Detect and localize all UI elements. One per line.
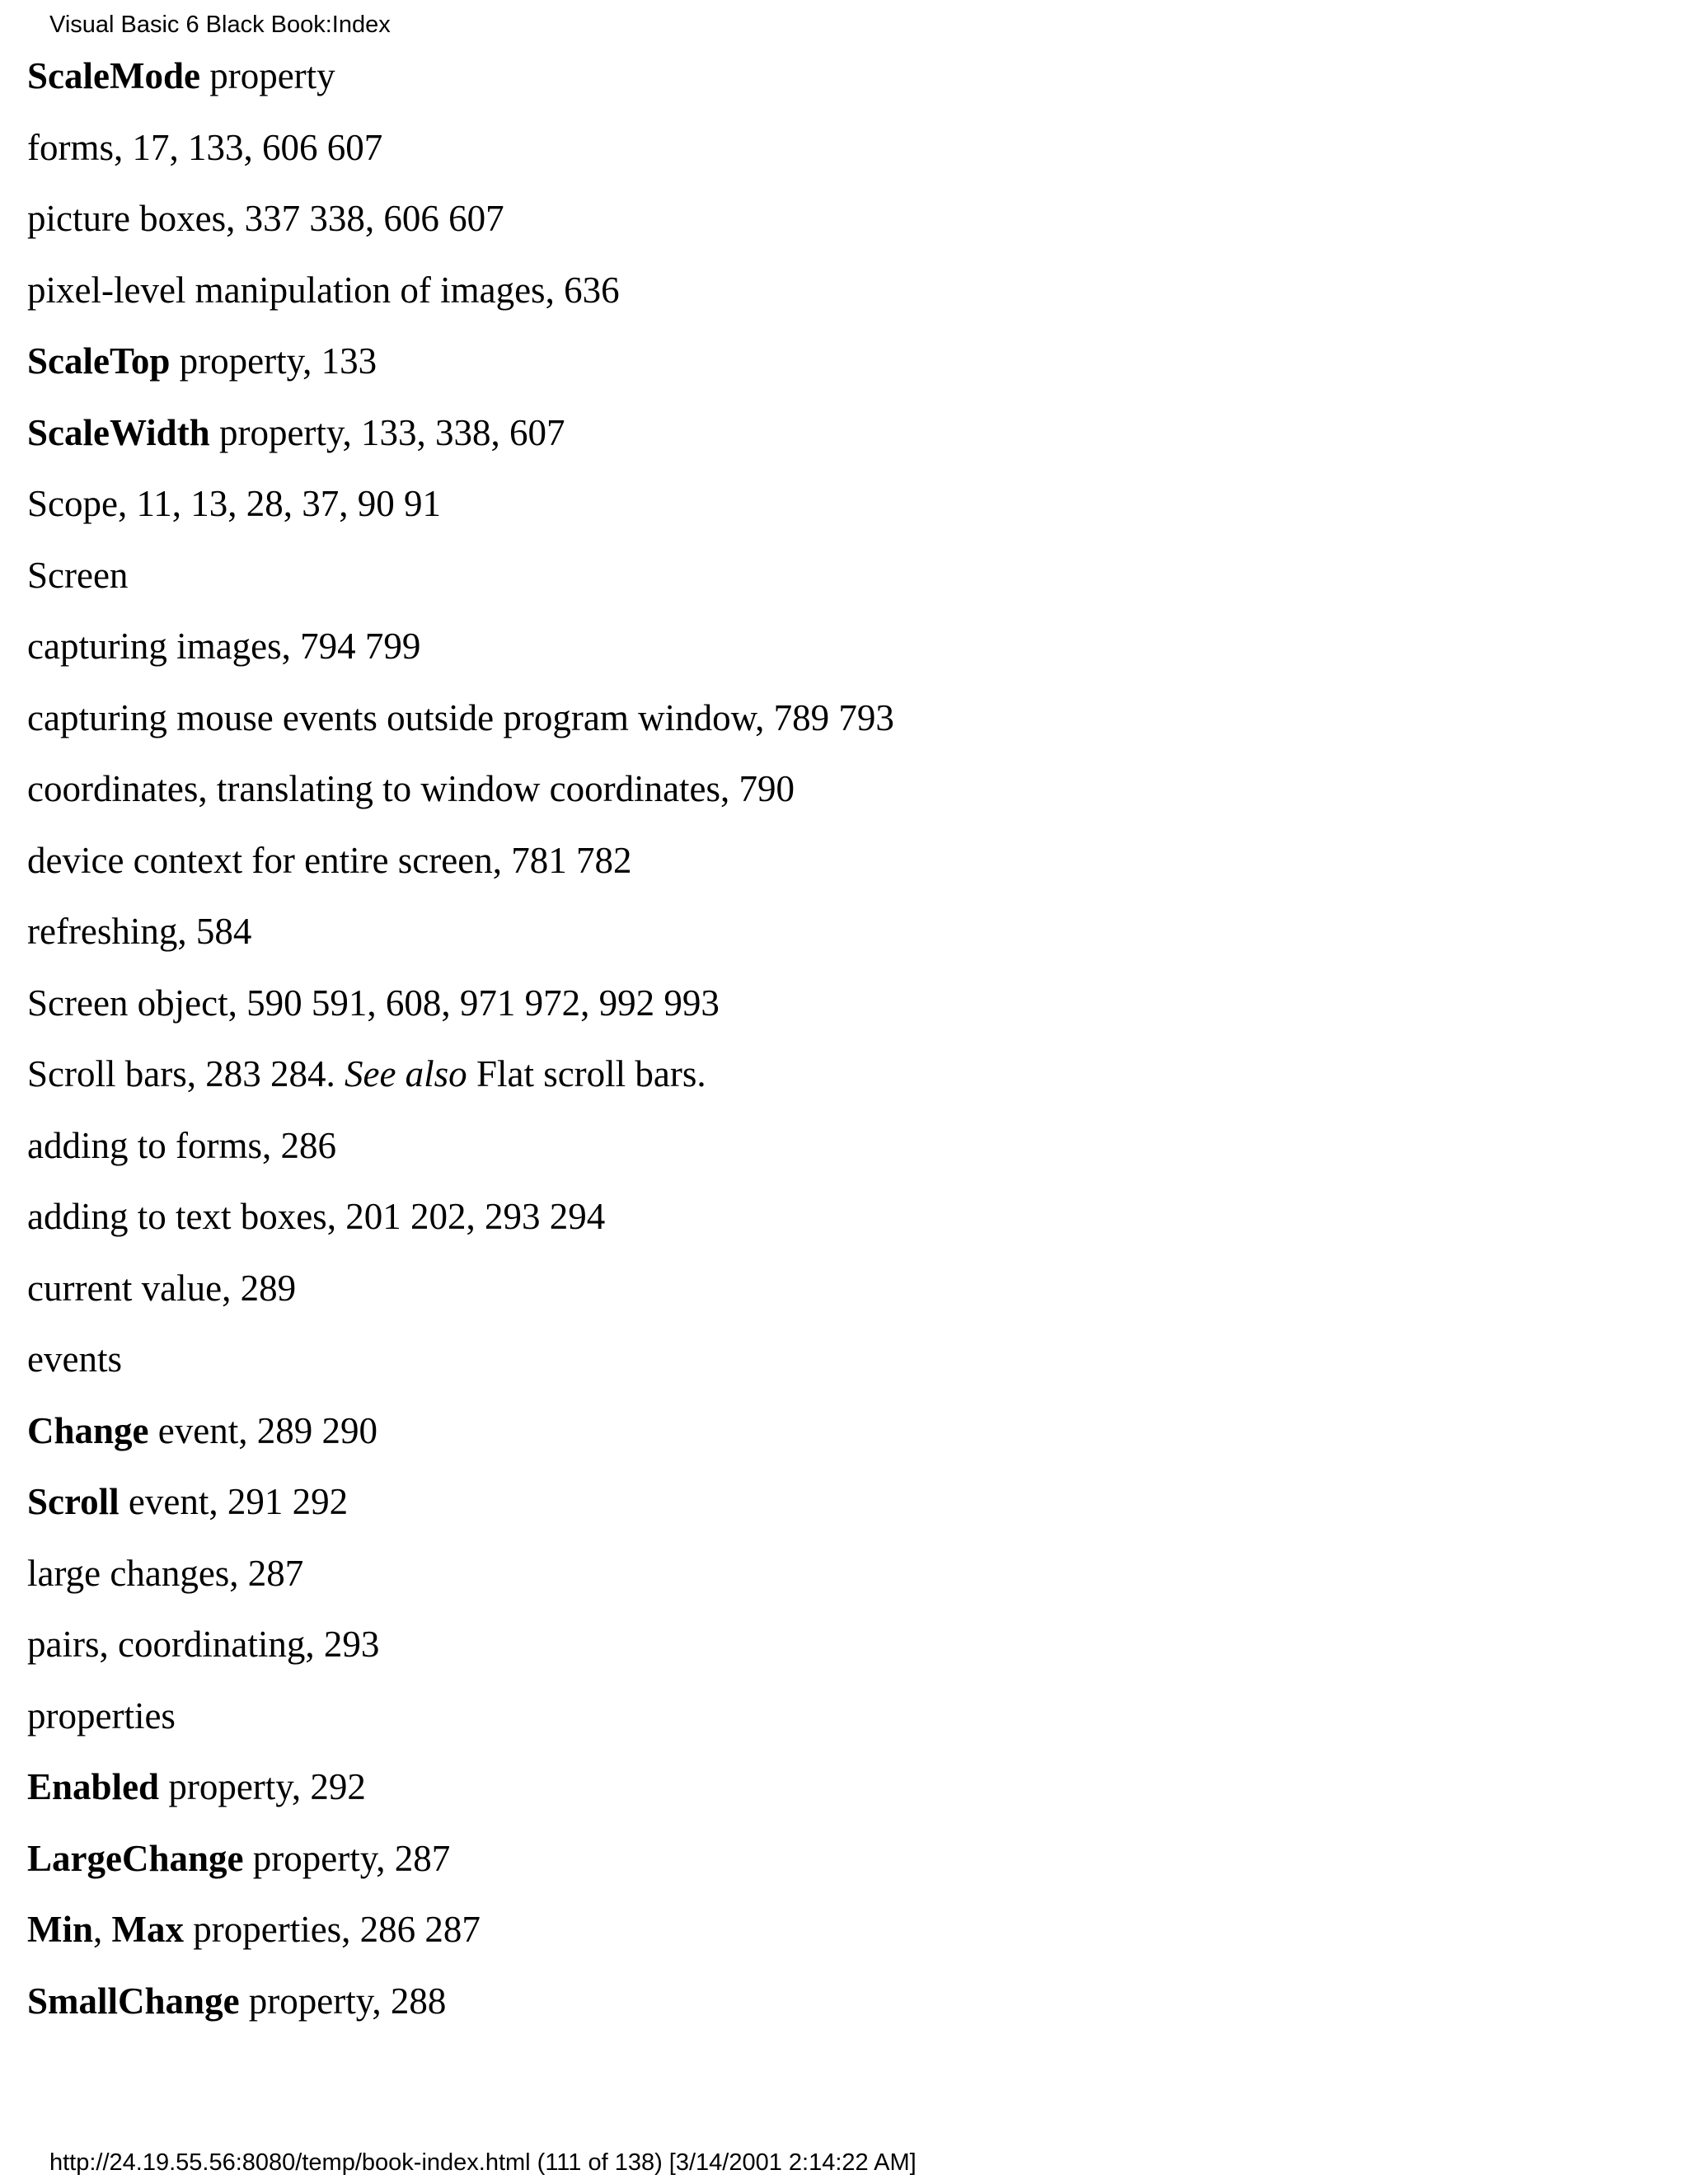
index-entry: [27, 1693, 176, 1739]
index-term-keyword: Scroll: [27, 1481, 120, 1522]
index-entry: [27, 766, 795, 812]
index-entry: [27, 1479, 348, 1525]
index-entry-text: picture boxes, 337 338, 606 607: [27, 198, 504, 239]
index-entry-text: ,: [93, 1909, 112, 1950]
index-entry-text: property, 292: [159, 1766, 366, 1807]
index-entry-text: event, 291 292: [119, 1481, 349, 1522]
index-entry: [27, 837, 631, 883]
index-entry: [27, 908, 251, 954]
index-entry-text: events: [27, 1338, 122, 1380]
index-entry-text: property, 287: [243, 1837, 451, 1879]
index-entry: [27, 552, 128, 598]
page-footer-url: http://24.19.55.56:8080/temp/book-index.html (111 of 138) [3/14/2001 2:14:22 AM]: [49, 2149, 917, 2176]
index-entry: [27, 267, 620, 313]
index-entry-text: adding to forms, 286: [27, 1124, 336, 1166]
index-entry: [27, 410, 565, 456]
index-entry-text: large changes, 287: [27, 1552, 304, 1594]
index-entry-text: adding to text boxes, 201 202, 293 294: [27, 1196, 606, 1237]
index-entry-text: event, 289 290: [148, 1409, 377, 1451]
index-entry: [27, 623, 420, 669]
index-entry-text: Screen object, 590 591, 608, 971 972, 992 993: [27, 982, 720, 1024]
see-also-label: See also: [344, 1053, 467, 1094]
index-entry: [27, 1122, 336, 1169]
index-entry: [27, 1621, 379, 1667]
index-entry-text: properties: [27, 1694, 176, 1736]
index-entry: [27, 1193, 605, 1240]
index-entry: [27, 53, 335, 99]
index-entry-text: property, 288: [239, 1980, 447, 2022]
index-entry: [27, 195, 504, 241]
index-term-keyword: ScaleMode: [27, 55, 200, 96]
index-entry-text: device context for entire screen, 781 782: [27, 839, 632, 881]
index-entry: [27, 1764, 366, 1810]
index-entry: [27, 338, 377, 384]
index-entry: [27, 124, 382, 171]
index-term-keyword: LargeChange: [27, 1837, 244, 1879]
index-entry: [27, 1408, 377, 1454]
page-header-title: Visual Basic 6 Black Book:Index: [49, 12, 391, 38]
index-entry-text: Screen: [27, 554, 129, 596]
index-entry-text: Scroll bars, 283 284.: [27, 1053, 345, 1094]
index-term-keyword: SmallChange: [27, 1980, 240, 2022]
index-entry: [27, 1336, 122, 1382]
index-entry-text: forms, 17, 133, 606 607: [27, 126, 383, 168]
index-term-keyword: Change: [27, 1409, 149, 1451]
index-entry-text: properties, 286 287: [184, 1909, 481, 1950]
index-entry: [27, 1978, 446, 2024]
index-entry-text: property, 133: [170, 340, 377, 382]
index-term-keyword: ScaleWidth: [27, 411, 210, 453]
index-entry-text: current value, 289: [27, 1267, 297, 1309]
index-entry: [27, 1835, 450, 1882]
index-entry-text: Flat scroll bars.: [467, 1053, 706, 1094]
index-term-keyword: ScaleTop: [27, 340, 171, 382]
index-entry: [27, 1906, 481, 1952]
index-entry-text: property, 133, 338, 607: [209, 411, 565, 453]
index-entry-text: capturing mouse events outside program window, 789 793: [27, 696, 894, 738]
index-entry-text: pixel-level manipulation of images, 636: [27, 269, 620, 311]
index-entry: [27, 1550, 303, 1596]
index-entry: [27, 1051, 706, 1097]
index-entry-text: coordinates, translating to window coordinates, 790: [27, 768, 795, 809]
index-entry-text: property: [199, 55, 335, 96]
index-entry-text: capturing images, 794 799: [27, 626, 421, 667]
index-entry-text: Scope, 11, 13, 28, 37, 90 91: [27, 483, 442, 524]
index-entry: [27, 695, 894, 741]
index-term-keyword: Min: [27, 1909, 94, 1950]
index-entry: [27, 980, 720, 1026]
index-entry-text: pairs, coordinating, 293: [27, 1624, 380, 1665]
index-term-keyword: Max: [111, 1909, 184, 1950]
index-entry: [27, 480, 441, 527]
index-entry-text: refreshing, 584: [27, 911, 252, 952]
index-entry: [27, 1265, 296, 1311]
index-term-keyword: Enabled: [27, 1766, 160, 1807]
